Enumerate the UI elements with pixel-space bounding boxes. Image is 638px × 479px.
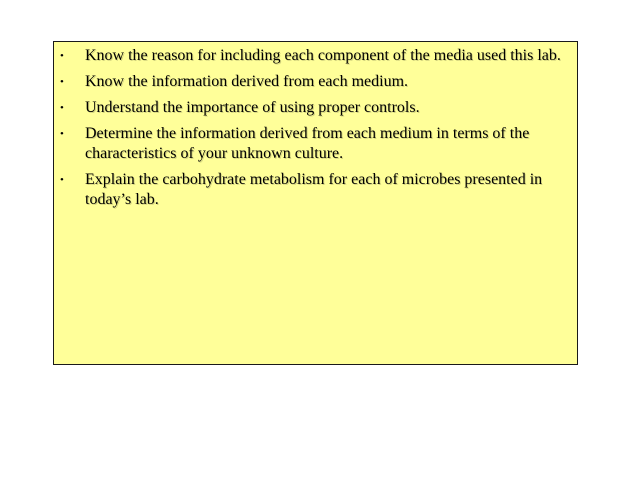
bullet-icon: • [60, 76, 64, 88]
bullet-icon: • [60, 102, 64, 114]
bullet-icon: • [60, 128, 64, 140]
objective-item-3 [54, 98, 577, 118]
objective-text-5: Explain the carbohydrate metabolism for each of microbes presented in today’s lab. [85, 171, 543, 208]
objectives-list [54, 46, 577, 216]
objective-item-4 [54, 124, 577, 164]
objective-text-1: Know the reason for including each component of the media used this lab. [85, 47, 561, 64]
objective-text-3: Understand the importance of using proper controls. [85, 99, 420, 116]
objective-item-5 [54, 170, 577, 210]
objectives-box [53, 41, 578, 365]
objective-item-1 [54, 46, 577, 66]
objective-text-2: Know the information derived from each medium. [85, 73, 409, 90]
bullet-icon: • [60, 50, 64, 62]
objective-item-2 [54, 72, 577, 92]
objective-text-4: Determine the information derived from each medium in terms of the characteristics of your unknown culture. [85, 125, 530, 162]
bullet-icon: • [60, 174, 64, 186]
